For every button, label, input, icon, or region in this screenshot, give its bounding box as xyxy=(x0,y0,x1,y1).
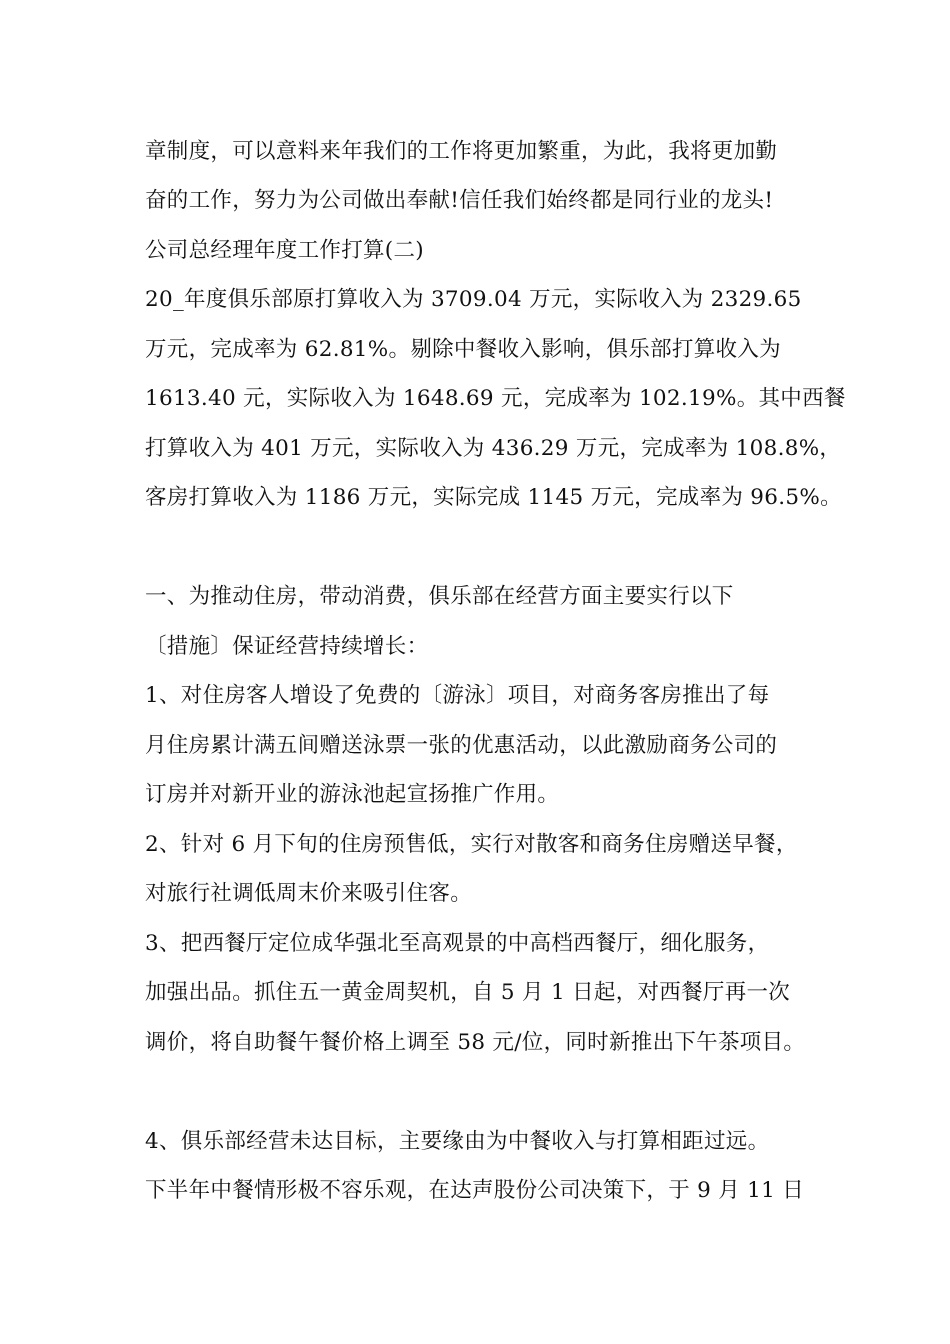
text-line: 〔措施〕保证经营持续增长： xyxy=(145,634,429,659)
text-line: 1、对住房客人增设了免费的〔游泳〕项目，对商务客房推出了每 xyxy=(145,683,770,708)
text-line: 3、把西餐厅定位成华强北至高观景的中高档西餐厅，细化服务， xyxy=(145,931,770,956)
text-line: 调价，将自助餐午餐价格上调至 58 元/位，同时新推出下午茶项目。 xyxy=(145,1030,806,1055)
section-heading: 公司总经理年度工作打算(二) xyxy=(145,238,424,263)
text-line: 对旅行社调低周末价来吸引住客。 xyxy=(145,881,473,906)
text-line: 万元，完成率为 62.81%。剔除中餐收入影响，俱乐部打算收入为 xyxy=(145,337,781,362)
text-line: 打算收入为 401 万元，实际收入为 436.29 万元，完成率为 108.8%， xyxy=(145,436,842,461)
text-line: 2、针对 6 月下旬的住房预售低，实行对散客和商务住房赠送早餐， xyxy=(145,832,798,857)
text-line: 客房打算收入为 1186 万元，实际完成 1145 万元，完成率为 96.5%。 xyxy=(145,485,842,510)
text-line: 4、俱乐部经营未达目标，主要缘由为中餐收入与打算相距过远。 xyxy=(145,1129,770,1154)
text-line: 奋的工作，努力为公司做出奉献!信任我们始终都是同行业的龙头! xyxy=(145,188,774,213)
text-line: 章制度，可以意料来年我们的工作将更加繁重，为此，我将更加勤 xyxy=(145,139,778,164)
text-line: 下半年中餐情形极不容乐观，在达声股份公司决策下，于 9 月 11 日 xyxy=(145,1178,805,1203)
text-line: 20_年度俱乐部原打算收入为 3709.04 万元，实际收入为 2329.65 xyxy=(145,287,802,312)
text-line: 加强出品。抓住五一黄金周契机，自 5 月 1 日起，对西餐厅再一次 xyxy=(145,980,791,1005)
text-line: 1613.40 元，实际收入为 1648.69 元，完成率为 102.19%。其中西餐 xyxy=(145,386,846,411)
text-line: 月住房累计满五间赠送泳票一张的优惠活动，以此激励商务公司的 xyxy=(145,733,778,758)
text-line: 一、为推动住房，带动消费，俱乐部在经营方面主要实行以下 xyxy=(145,584,734,609)
text-line: 订房并对新开业的游泳池起宣扬推广作用。 xyxy=(145,782,560,807)
